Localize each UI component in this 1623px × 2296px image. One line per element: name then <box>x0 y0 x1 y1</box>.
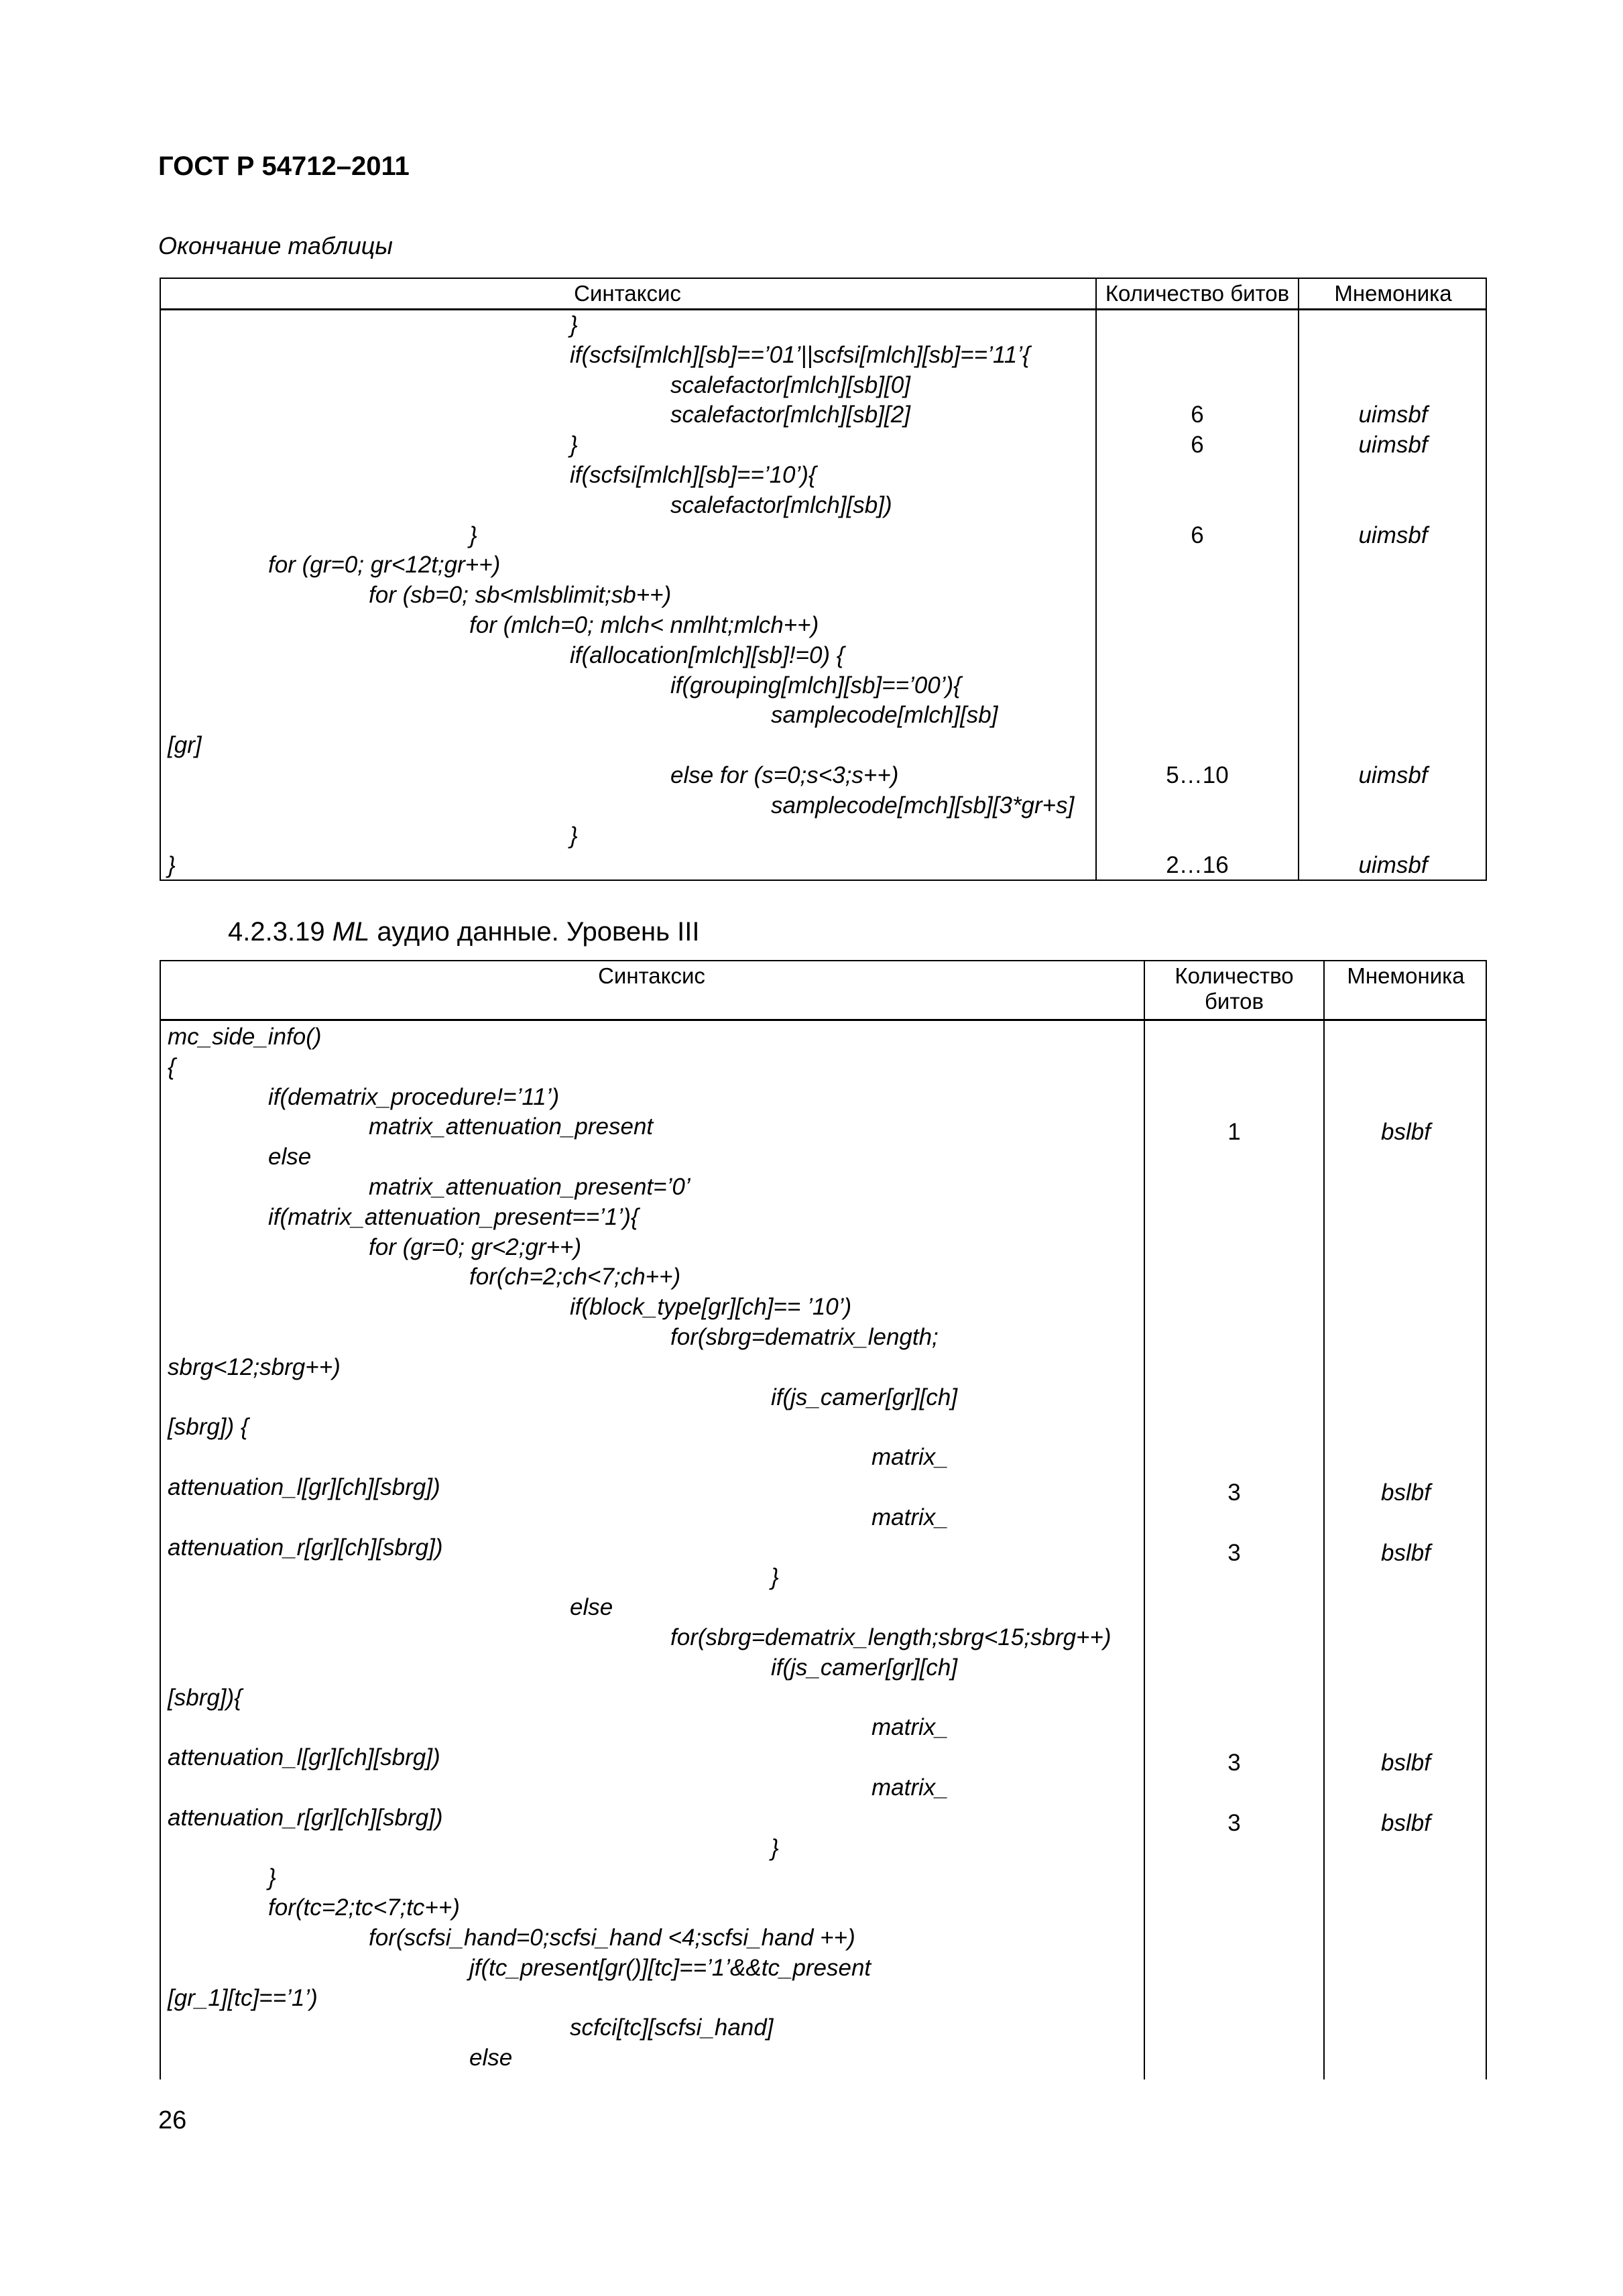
syntax-line: [gr_1][tc]==’1’) <box>168 1984 318 2011</box>
header-mnemonic: Мнемоника <box>1334 281 1452 306</box>
syntax-line: jf(tc_present[gr()][tc]==’1’&&tc_present <box>469 1954 871 1981</box>
syntax-line: [gr] <box>168 732 202 759</box>
syntax-line: for(ch=2;ch<7;ch++) <box>469 1264 681 1290</box>
bits-value: 6 <box>1191 522 1204 548</box>
syntax-line: } <box>771 1834 779 1861</box>
header-bits-line1: Количество <box>1175 963 1294 988</box>
syntax-line: } <box>268 1864 276 1891</box>
mnemonic-value: bslbf <box>1381 1809 1431 1836</box>
syntax-line: attenuation_l[gr][ch][sbrg]) <box>168 1744 440 1771</box>
syntax-line: else <box>570 1594 613 1621</box>
syntax-line: if(js_camer[gr][ch] <box>771 1384 958 1410</box>
bits-value: 3 <box>1227 1750 1241 1776</box>
syntax-line: else <box>268 1144 312 1170</box>
syntax-line: [sbrg]){ <box>168 1684 242 1711</box>
mnemonic-value: uimsbf <box>1358 432 1428 459</box>
header-bits: Количество битов <box>1105 281 1290 306</box>
page-number: 26 <box>158 2106 187 2134</box>
syntax-line: samplecode[mch][sb][3*gr+s] <box>771 792 1075 819</box>
bits-value: 6 <box>1191 402 1204 428</box>
bits-value: 3 <box>1227 1479 1241 1506</box>
syntax-line: matrix_ <box>871 1504 949 1530</box>
syntax-line: matrix_attenuation_present=’0’ <box>369 1174 690 1200</box>
bits-value: 3 <box>1227 1809 1241 1836</box>
header-bits-line2: битов <box>1205 989 1264 1014</box>
syntax-line: if(scfsi[mlch][sb]==’10’){ <box>570 462 817 488</box>
syntax-line: } <box>570 822 578 849</box>
syntax-line: for(tc=2;tc<7;tc++) <box>268 1894 460 1921</box>
syntax-line: if(matrix_attenuation_present==’1’){ <box>268 1203 639 1230</box>
syntax-line: scalefactor[mlch][sb]) <box>670 491 892 518</box>
section-heading <box>228 917 699 947</box>
syntax-line: matrix_ <box>871 1444 949 1471</box>
syntax-line: if(block_type[gr][ch]== ’10’) <box>570 1294 852 1321</box>
syntax-line: } <box>570 312 578 338</box>
table-caption: Окончание таблицы <box>158 232 393 259</box>
mnemonic-value: bslbf <box>1381 1479 1431 1506</box>
mnemonic-value: uimsbf <box>1358 852 1428 879</box>
section-title: аудио данные. Уровень III <box>377 917 700 947</box>
syntax-line: sbrg<12;sbrg++) <box>168 1353 341 1380</box>
mnemonic-value: uimsbf <box>1358 402 1428 428</box>
syntax-line: } <box>570 432 578 459</box>
syntax-line: if(js_camer[gr][ch] <box>771 1654 958 1681</box>
bits-value: 3 <box>1227 1539 1241 1566</box>
mnemonic-value: bslbf <box>1381 1119 1431 1146</box>
document-header: ГОСТ Р 54712–2011 <box>158 152 410 181</box>
syntax-line: for(sbrg=dematrix_length;sbrg<15;sbrg++) <box>670 1624 1111 1650</box>
syntax-line: for (sb=0; sb<mlsblimit;sb++) <box>369 582 672 609</box>
syntax-line: matrix_ <box>871 1714 949 1741</box>
syntax-line: samplecode[mlch][sb] <box>771 702 998 729</box>
syntax-line: for (mlch=0; mlch< nmlht;mlch++) <box>469 612 819 638</box>
syntax-line: for(sbrg=dematrix_length; <box>670 1324 939 1350</box>
syntax-line: if(dematrix_procedure!=’11’) <box>268 1083 560 1110</box>
syntax-line: else <box>469 2045 513 2071</box>
syntax-line: scalefactor[mlch][sb][2] <box>670 402 910 428</box>
syntax-line: } <box>771 1564 779 1591</box>
mnemonic-value: uimsbf <box>1358 522 1428 548</box>
section-ml: ML <box>332 917 370 947</box>
bits-value: 6 <box>1191 432 1204 459</box>
header-mnemonic: Мнемоника <box>1347 963 1465 988</box>
syntax-line: matrix_ <box>871 1774 949 1801</box>
mnemonic-value: bslbf <box>1381 1539 1431 1566</box>
syntax-line: if(allocation[mlch][sb]!=0) { <box>570 642 845 668</box>
syntax-line: mc_side_info() <box>168 1024 322 1050</box>
syntax-line: } <box>469 522 477 548</box>
header-syntax: Синтаксис <box>574 281 681 306</box>
syntax-line: attenuation_l[gr][ch][sbrg]) <box>168 1474 440 1500</box>
section-number: 4.2.3.19 <box>228 917 325 947</box>
mnemonic-value: uimsbf <box>1358 762 1428 788</box>
mnemonic-value: bslbf <box>1381 1750 1431 1776</box>
syntax-line: else for (s=0;s<3;s++) <box>670 762 899 788</box>
syntax-line: for (gr=0; gr<12t;gr++) <box>268 552 501 579</box>
syntax-line: attenuation_r[gr][ch][sbrg]) <box>168 1804 443 1831</box>
syntax-line: scalefactor[mlch][sb][0] <box>670 371 910 398</box>
syntax-line: if(grouping[mlch][sb]==’00’){ <box>670 672 961 699</box>
header-syntax: Синтаксис <box>598 963 705 988</box>
syntax-line: for (gr=0; gr<2;gr++) <box>369 1233 582 1260</box>
syntax-line: scfci[tc][scfsi_hand] <box>570 2014 774 2041</box>
bits-value: 2…16 <box>1166 852 1229 879</box>
syntax-line: attenuation_r[gr][ch][sbrg]) <box>168 1534 443 1561</box>
syntax-line: { <box>168 1053 176 1080</box>
syntax-line: } <box>168 852 176 879</box>
syntax-line: matrix_attenuation_present <box>369 1113 654 1140</box>
syntax-line: [sbrg]) { <box>168 1414 249 1441</box>
syntax-line: for(scfsi_hand=0;scfsi_hand <4;scfsi_hand ++) <box>369 1925 855 1951</box>
syntax-line: if(scfsi[mlch][sb]==’01’||scfsi[mlch][sb]==’11’{ <box>570 341 1030 368</box>
bits-value: 1 <box>1227 1119 1241 1146</box>
bits-value: 5…10 <box>1166 762 1229 788</box>
